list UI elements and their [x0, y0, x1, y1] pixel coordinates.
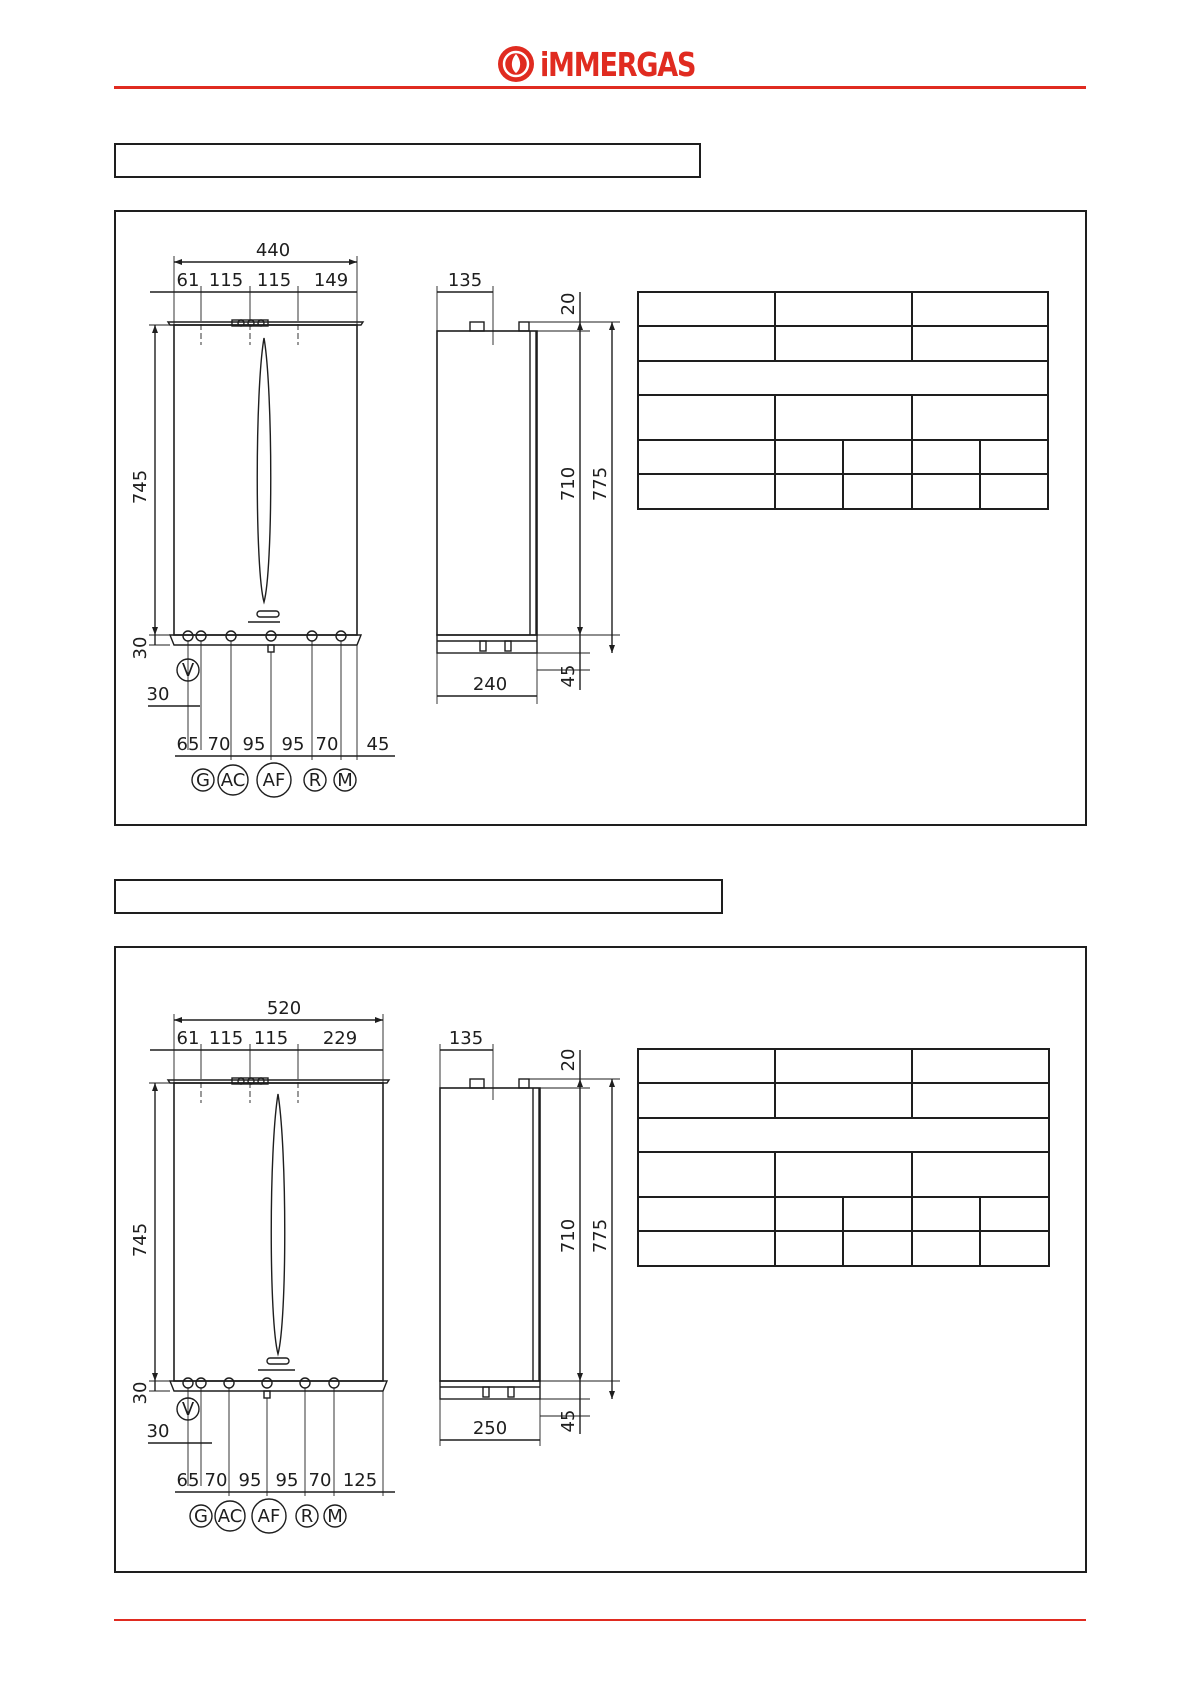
- spec-table-2: [637, 1048, 1050, 1267]
- overall-width-label: 440: [255, 240, 291, 261]
- valve-label: V: [181, 660, 195, 681]
- overall-width-label: 520: [266, 998, 302, 1019]
- bottom-spacing-label: 70: [204, 1470, 228, 1491]
- side-bottom-offset-label: 45: [558, 1409, 579, 1433]
- bottom-spacing-label: 70: [308, 1470, 332, 1491]
- connection-g: G: [196, 770, 210, 791]
- connection-r: R: [308, 770, 322, 791]
- side-total-height-label: 775: [590, 466, 611, 502]
- boiler-side-casing: [440, 1088, 540, 1381]
- connection-m: M: [337, 770, 353, 791]
- side-depth-top-label: 135: [448, 1028, 484, 1049]
- spec-table-1: [637, 291, 1049, 510]
- front-panel-handle: [271, 1094, 285, 1354]
- valve-label: V: [181, 1399, 195, 1420]
- top-spacing-label: 115: [208, 270, 244, 291]
- boiler-front-casing: [174, 1083, 383, 1381]
- bottom-offset-label: 30: [130, 1381, 151, 1405]
- valve-offset-label: 30: [146, 684, 170, 705]
- height-label: 745: [130, 469, 151, 505]
- bottom-offset-label: 30: [130, 636, 151, 660]
- top-spacing-label: 149: [313, 270, 349, 291]
- top-spacing-label: 115: [253, 1028, 289, 1049]
- connection-ac: AC: [220, 770, 246, 791]
- side-top-offset-label: 20: [558, 292, 579, 316]
- valve-offset-label: 30: [146, 1421, 170, 1442]
- side-total-height-label: 775: [590, 1218, 611, 1254]
- top-spacing-label: 229: [322, 1028, 358, 1049]
- connection-g: G: [194, 1506, 208, 1527]
- height-label: 745: [130, 1222, 151, 1258]
- bottom-spacing-label: 70: [207, 734, 231, 755]
- connection-ac: AC: [217, 1506, 243, 1527]
- side-depth-top-label: 135: [447, 270, 483, 291]
- top-spacing-label: 115: [208, 1028, 244, 1049]
- bottom-spacing-label: 125: [342, 1470, 378, 1491]
- bottom-spacing-label: 95: [281, 734, 305, 755]
- bottom-spacing-label: 65: [176, 1470, 200, 1491]
- side-bottom-offset-label: 45: [558, 664, 579, 688]
- side-top-offset-label: 20: [558, 1048, 579, 1072]
- connection-af: AF: [262, 770, 286, 791]
- badge-icon: [267, 1358, 289, 1364]
- bottom-spacing-label: 95: [275, 1470, 299, 1491]
- side-depth-bottom-label: 250: [472, 1418, 508, 1439]
- bottom-spacing-label: 95: [242, 734, 266, 755]
- connection-r: R: [300, 1506, 314, 1527]
- side-depth-bottom-label: 240: [472, 674, 508, 695]
- bottom-spacing-label: 45: [366, 734, 390, 755]
- connection-labels-2: [190, 1499, 346, 1533]
- bottom-spacing-label: 95: [238, 1470, 262, 1491]
- connection-m: M: [327, 1506, 343, 1527]
- bottom-spacing-label: 70: [315, 734, 339, 755]
- front-view-2: [148, 1014, 395, 1496]
- connection-af: AF: [257, 1506, 281, 1527]
- side-inner-height-label: 710: [558, 1218, 579, 1254]
- brand-name: iMMERGAS: [540, 44, 696, 84]
- top-spacing-label: 61: [176, 270, 200, 291]
- top-spacing-label: 61: [176, 1028, 200, 1049]
- bottom-spacing-label: 65: [176, 734, 200, 755]
- side-inner-height-label: 710: [558, 466, 579, 502]
- top-spacing-label: 115: [256, 270, 292, 291]
